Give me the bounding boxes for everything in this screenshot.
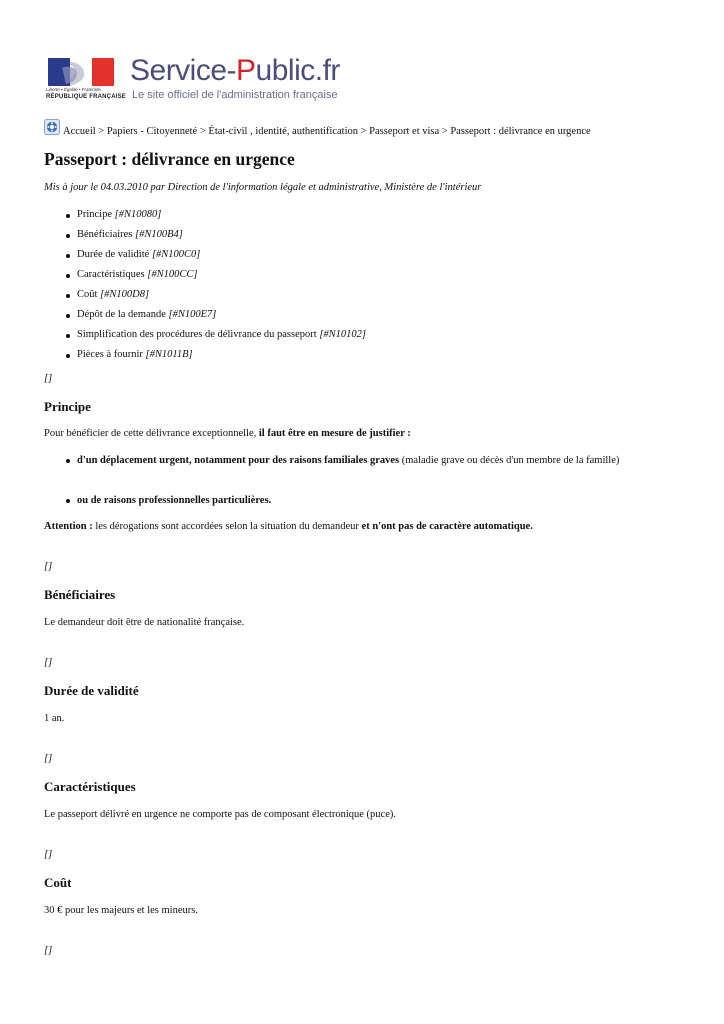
section-anchor-link[interactable]: []	[44, 657, 53, 668]
toc-item-cout[interactable]: Coût [#N100D8]	[44, 285, 366, 305]
table-of-contents	[44, 205, 366, 365]
cout-text: 30 € pour les majeurs et les mineurs.	[44, 905, 198, 916]
breadcrumb	[44, 119, 684, 139]
section-heading-duree: Durée de validité	[44, 683, 139, 698]
list-item: d'un déplacement urgent, notamment pour des raisons familiales graves (maladie grave ou décès d'un membre de la famille)	[44, 453, 684, 469]
toc-item-pieces[interactable]: Pièces à fournir [#N1011B]	[44, 345, 366, 365]
site-name-part-b: P	[236, 54, 256, 87]
site-name[interactable]	[130, 54, 340, 88]
principe-attention: Attention : les dérogations sont accordées selon la situation du demandeur et n'ont pas de caractère automatique.	[44, 521, 533, 532]
beneficiaires-text: Le demandeur doit être de nationalité française.	[44, 617, 245, 628]
breadcrumb-item-etat-civil[interactable]: État-civil , identité, authentification	[208, 126, 358, 137]
breadcrumb-separator: >	[439, 126, 451, 137]
marianne-icon	[48, 58, 114, 86]
toc-item-beneficiaires[interactable]: Bénéficiaires [#N100B4]	[44, 225, 366, 245]
rf-name: RÉPUBLIQUE FRANÇAISE	[46, 94, 127, 100]
breadcrumb-separator: >	[197, 126, 209, 137]
marianne-logo[interactable]	[44, 56, 127, 104]
breadcrumb-item-current: Passeport : délivrance en urgence	[450, 126, 591, 137]
principe-list	[44, 493, 684, 509]
toc-item-depot[interactable]: Dépôt de la demande [#N100E7]	[44, 305, 366, 325]
caracteristiques-text: Le passeport délivré en urgence ne comporte pas de composant électronique (puce).	[44, 809, 396, 820]
toc-item-duree[interactable]: Durée de validité [#N100C0]	[44, 245, 366, 265]
rf-motto: Liberté • Égalité • Fraternité	[46, 87, 101, 92]
principe-intro: Pour bénéficier de cette délivrance exceptionnelle, il faut être en mesure de justifier :	[44, 428, 411, 439]
update-info: Mis à jour le 04.03.2010 par Direction de l'information légale et administrative, Ministère de l'intérieur	[44, 182, 482, 193]
breadcrumb-separator: >	[357, 126, 370, 137]
breadcrumb-item-passeport-visa[interactable]: Passeport et visa	[369, 126, 440, 137]
toc-item-simplification[interactable]: Simplification des procédures de délivrance du passeport [#N10102]	[44, 325, 366, 345]
site-header	[44, 56, 344, 106]
list-item: ou de raisons professionnelles particulières.	[44, 493, 684, 509]
section-anchor-link[interactable]: []	[44, 561, 53, 572]
site-tagline: Le site officiel de l'administration française	[132, 89, 338, 101]
toc-item-principe[interactable]: Principe [#N10080]	[44, 205, 366, 225]
section-heading-beneficiaires: Bénéficiaires	[44, 587, 116, 602]
toc-item-caracteristiques[interactable]: Caractéristiques [#N100CC]	[44, 265, 366, 285]
site-name-part-a: Service-	[130, 54, 237, 87]
navigation-compass-icon[interactable]	[44, 119, 60, 135]
section-heading-caracteristiques: Caractéristiques	[44, 779, 136, 794]
section-anchor-link[interactable]: []	[44, 753, 53, 764]
breadcrumb-separator: >	[95, 126, 107, 137]
section-anchor-link[interactable]: []	[44, 945, 53, 956]
section-anchor-link[interactable]: []	[44, 373, 53, 384]
breadcrumb-item-accueil[interactable]: Accueil	[63, 126, 96, 137]
principe-list	[44, 453, 684, 469]
page-title: Passeport : délivrance en urgence	[44, 149, 295, 169]
duree-text: 1 an.	[44, 713, 65, 724]
section-heading-principe: Principe	[44, 399, 91, 414]
site-name-part-c: ublic.fr	[255, 54, 340, 87]
section-anchor-link[interactable]: []	[44, 849, 53, 860]
breadcrumb-item-papiers[interactable]: Papiers - Citoyenneté	[106, 126, 198, 137]
section-heading-cout: Coût	[44, 875, 72, 890]
